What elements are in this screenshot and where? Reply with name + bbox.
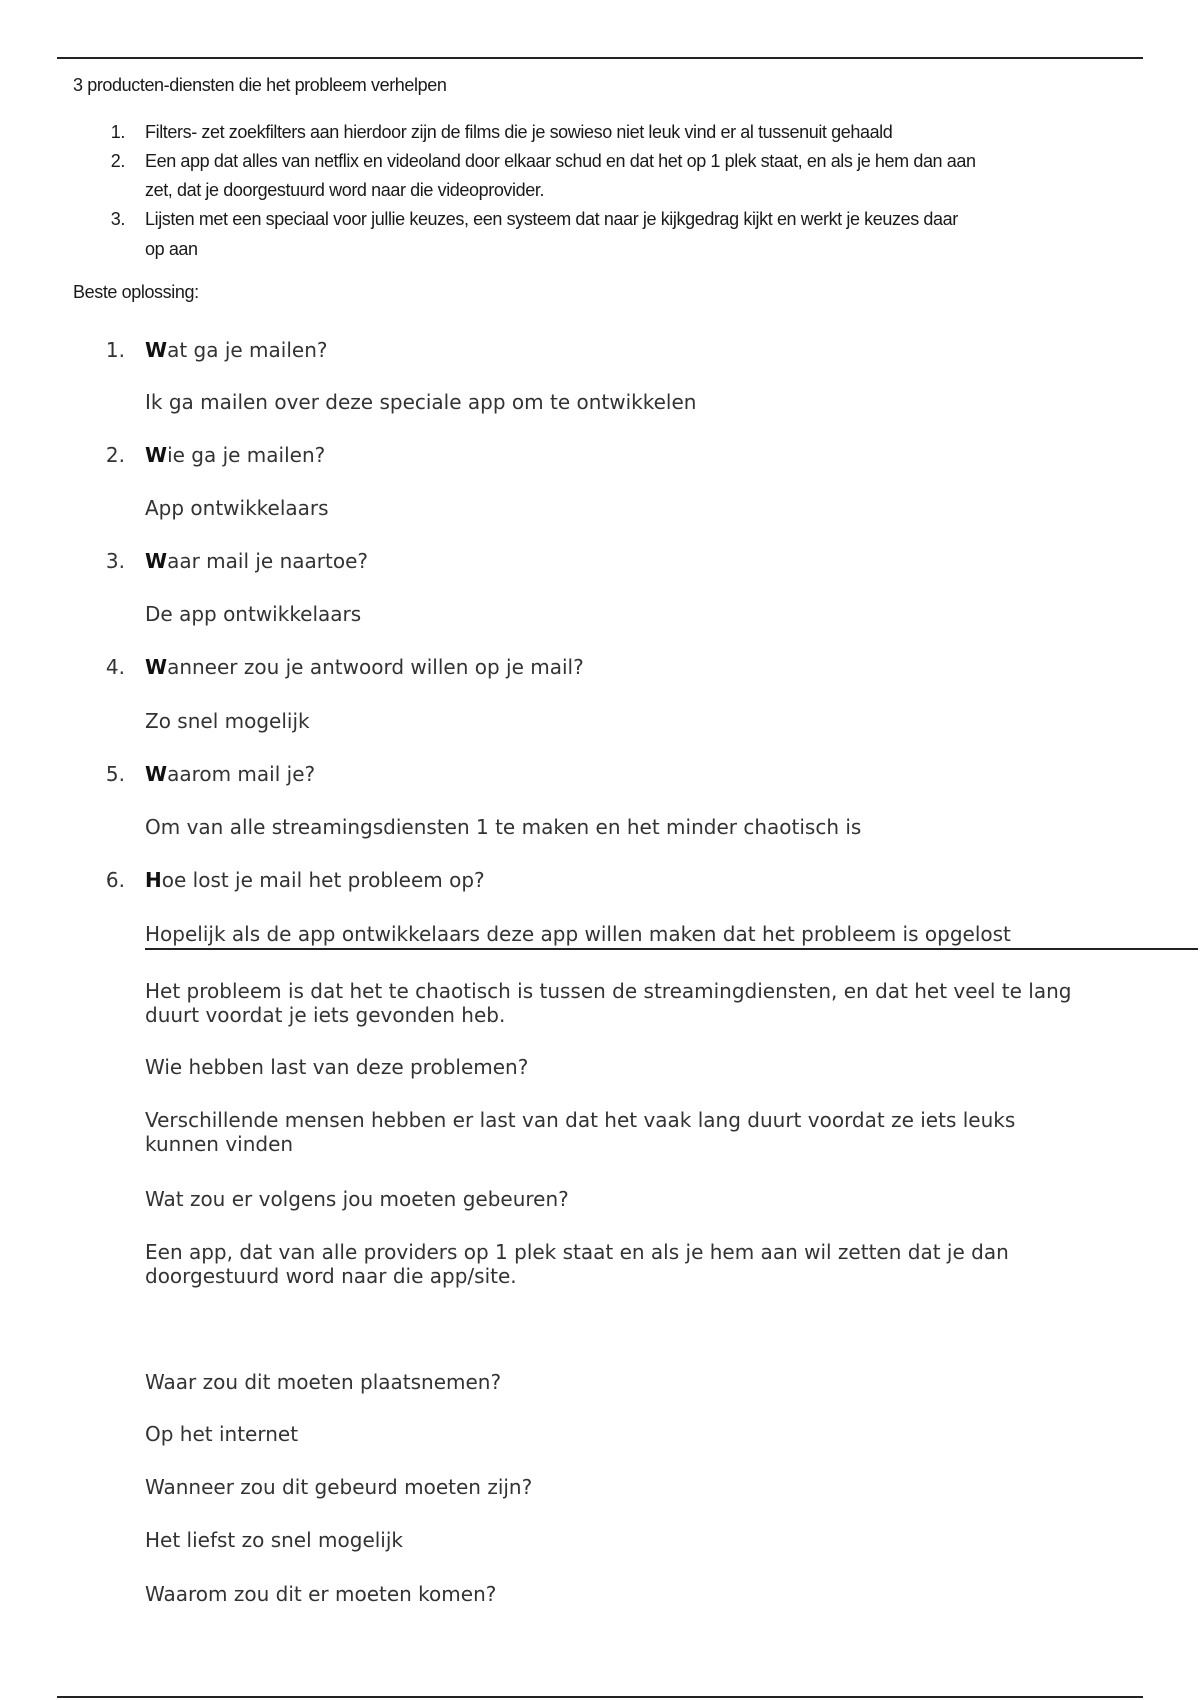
answer-line: kunnen vinden: [145, 1132, 294, 1156]
answer-who: [145, 1108, 1200, 1156]
answer-divider: [145, 948, 1198, 950]
question-who: Wie hebben last van deze problemen?: [145, 1055, 529, 1079]
question-number: 5.: [105, 762, 125, 786]
question-lead-letter: W: [145, 655, 168, 679]
question-why: Waarom zou dit er moeten komen?: [145, 1582, 497, 1606]
question-answer: App ontwikkelaars: [145, 496, 329, 520]
problem-statement: [145, 979, 1200, 1027]
question-text: [145, 338, 328, 362]
question-answer: Om van alle streamingsdiensten 1 te maken en het minder chaotisch is: [145, 815, 862, 839]
question-rest: at ga je mailen?: [167, 338, 328, 362]
problem-line: Het probleem is dat het te chaotisch is tussen de streamingdiensten, en dat het veel te lang: [145, 979, 1072, 1003]
question-rest: aar mail je naartoe?: [167, 549, 368, 573]
question-rest: aarom mail je?: [167, 762, 316, 786]
question-rest: anneer zou je antwoord willen op je mail?: [167, 655, 584, 679]
question-text: [145, 868, 485, 892]
question-number: 4.: [105, 655, 125, 679]
question-lead-letter: W: [145, 443, 168, 467]
answer-line: Verschillende mensen hebben er last van dat het vaak lang duurt voordat ze iets leuks: [145, 1108, 1016, 1132]
question-text: [145, 443, 325, 467]
solution-text-cont: zet, dat je doorgestuurd word naar die videoprovider.: [145, 180, 545, 200]
solution-text: Een app dat alles van netflix en videoland door elkaar schud en dat het op 1 plek staat, en als je hem dan aan: [145, 151, 976, 171]
solution-number: 3.: [110, 209, 125, 229]
solution-text: Filters- zet zoekfilters aan hierdoor zijn de films die je sowieso niet leuk vind er al tussenuit gehaald: [145, 122, 893, 142]
question-text: [145, 762, 315, 786]
question-rest: ie ga je mailen?: [167, 443, 326, 467]
best-solution-heading: Beste oplossing:: [73, 282, 199, 302]
question-number: 6.: [105, 868, 125, 892]
solution-text: Lijsten met een speciaal voor jullie keuzes, een systeem dat naar je kijkgedrag kijkt en werkt je keuzes daar: [145, 209, 958, 229]
bottom-rule: [57, 1696, 1143, 1698]
problem-line: duurt voordat je iets gevonden heb.: [145, 1003, 506, 1027]
question-text: [145, 655, 584, 679]
question-answer: De app ontwikkelaars: [145, 602, 362, 626]
question-where: Waar zou dit moeten plaatsnemen?: [145, 1370, 502, 1394]
answer-line: doorgestuurd word naar die app/site.: [145, 1264, 517, 1288]
intro-heading: 3 producten-diensten die het probleem verhelpen: [73, 75, 447, 95]
top-rule: [57, 57, 1143, 59]
question-lead-letter: H: [145, 868, 162, 892]
answer-when: Het liefst zo snel mogelijk: [145, 1528, 403, 1552]
answer-what: [145, 1240, 1200, 1288]
question-number: 1.: [105, 338, 125, 362]
answer-where: Op het internet: [145, 1422, 299, 1446]
question-lead-letter: W: [145, 338, 168, 362]
question-what: Wat zou er volgens jou moeten gebeuren?: [145, 1187, 569, 1211]
question-answer: Hopelijk als de app ontwikkelaars deze app willen maken dat het probleem is opgelost: [145, 922, 1011, 946]
question-lead-letter: W: [145, 762, 168, 786]
question-when: Wanneer zou dit gebeurd moeten zijn?: [145, 1475, 533, 1499]
question-answer: Ik ga mailen over deze speciale app om te ontwikkelen: [145, 390, 697, 414]
question-number: 3.: [105, 549, 125, 573]
question-text: [145, 549, 368, 573]
answer-line: Een app, dat van alle providers op 1 plek staat en als je hem aan wil zetten dat je dan: [145, 1240, 1009, 1264]
question-number: 2.: [105, 443, 125, 467]
solution-number: 1.: [110, 122, 125, 142]
solution-number: 2.: [110, 151, 125, 171]
question-answer: Zo snel mogelijk: [145, 709, 310, 733]
question-lead-letter: W: [145, 549, 168, 573]
solution-text-cont: op aan: [145, 239, 198, 259]
question-rest: oe lost je mail het probleem op?: [161, 868, 485, 892]
